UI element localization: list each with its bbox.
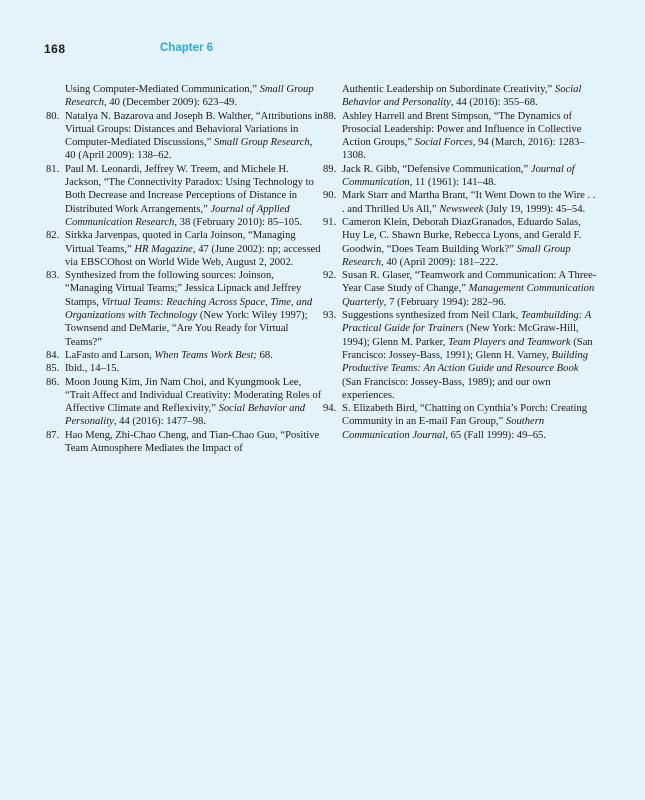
endnote-number: 89. [323,163,337,175]
endnote-number: 94. [323,403,337,415]
endnote-number: 93. [323,310,337,322]
endnote [46,362,323,375]
endnote-number: 91. [323,216,337,228]
endnote-number: 82. [46,230,60,242]
endnote-number: 84. [46,349,60,361]
endnote [323,269,600,309]
endnote-continuation [323,83,600,110]
endnote [323,309,600,402]
endnote-number: 81. [46,163,60,175]
endnote-number: 86. [46,376,60,388]
endnote-number: 88. [323,110,337,122]
endnote-text: Moon Joung Kim, Jin Nam Choi, and Kyungmook Lee, “Trait Affect and Individual Creativity: Moderating Roles of Affective Climate and Reflexivity,” Social Behavior and Personality, 44 (2016): 1477–98. [65,376,322,428]
endnote [46,349,323,362]
endnote-text: Synthesized from the following sources: Joinson, “Managing Virtual Teams;” Jessica Lipnack and Jeffrey Stamps, Virtual Teams: Reaching Across Space, Time, and Organizations with Technology (New York: Wiley 1997); Townsend and DeMarie, “Are You Ready for Virtual Teams?” [65,270,313,348]
endnotes-column-left [46,83,323,455]
endnote [323,163,600,190]
endnote-continuation [46,83,323,110]
endnote-number: 83. [46,270,60,282]
endnote-text: Paul M. Leonardi, Jeffrey W. Treem, and Michele H. Jackson, “The Connectivity Paradox: Using Technology to Both Decrease and Increase Perceptions of Distance in Distributed Work Arrangements,” Journal of Applied Communication Research, 38 (February 2010): 85–105. [65,163,314,228]
chapter-title: Chapter 6 [160,42,214,54]
endnote [323,110,600,163]
endnote-text: Suggestions synthesized from Neil Clark, Teambuilding: A Practical Guide for Trainers (New York: McGraw-Hill, 1994); Glenn M. Parker, Team Players and Teamwork (San Francisco: Jossey-Bass, 1991); Glenn H. Varney, Building Productive Teams: An Action Guide and Resource Book (San Francisco: Jossey-Bass, 1989); and our own experiences. [342,310,593,401]
endnote [323,402,600,442]
endnote-text: Sirkka Jarvenpas, quoted in Carla Joinson, “Managing Virtual Teams,” HR Magazine, 47 (June 2002): np; accessed via EBSCOhost on World Wide Web, August 2, 2002. [65,230,321,268]
endnote-number: 90. [323,190,337,202]
endnote [46,163,323,229]
endnote-number: 92. [323,270,337,282]
endnote [46,376,323,429]
endnote-number: 80. [46,110,60,122]
endnotes-column-right [323,83,600,455]
endnote-text: Natalya N. Bazarova and Joseph B. Walther, “Attributions in Virtual Groups: Distances and Behavioral Variations in Computer-Mediated Discussions,” Small Group Research, 40 (April 2009): 138–62. [65,110,323,162]
endnote-text: Jack R. Gibb, “Defensive Communication,” Journal of Communication, 11 (1961): 141–48. [342,163,575,189]
endnote [46,229,323,269]
endnote-text: S. Elizabeth Bird, “Chatting on Cynthia’s Porch: Creating Community in an E-mail Fan Group,” Southern Communication Journal, 65 (Fall 1999): 49–65. [342,403,588,441]
endnote-text: Mark Starr and Martha Brant, “It Went Down to the Wire . . . and Thrilled Us All,” Newsweek (July 19, 1999): 45–54. [342,190,596,215]
endnote-text: Ibid., 14–15. [65,363,120,375]
endnote-text: Cameron Klein, Deborah DiazGranados, Eduardo Salas, Huy Le, C. Shawn Burke, Rebecca Lyons, and Gerald F. Goodwin, “Does Team Building Work?” Small Group Research, 40 (April 2009): 181–222. [342,216,582,268]
endnote-text: Hao Meng, Zhi-Chao Cheng, and Tian-Chao Guo, “Positive Team Atmosphere Mediates the Impact of [65,429,320,455]
endnote-number: 87. [46,429,60,441]
endnotes-section [46,83,600,455]
endnote-number [46,83,65,110]
endnote-text: LaFasto and Larson, When Teams Work Best; 68. [65,349,273,361]
endnote-text: Authentic Leadership on Subordinate Creativity,” Social Behavior and Personality, 44 (2016): 355–68. [342,84,582,109]
endnote [46,110,323,163]
endnote-text: Using Computer-Mediated Communication,” Small Group Research, 40 (December 2009): 623–49. [65,84,314,109]
endnote-number: 85. [46,363,60,375]
page-number: 168 [44,42,66,56]
endnote-number [323,83,342,110]
endnote [323,189,600,216]
endnote-text: Ashley Harrell and Brent Simpson, “The Dynamics of Prosocial Leadership: Power and Influence in Collective Action Groups,” Social Forces, 94 (March, 2016): 1283–1308. [342,110,585,162]
endnote [46,269,323,349]
endnote [323,216,600,269]
endnote-text: Susan R. Glaser, “Teamwork and Communication: A Three-Year Case Study of Change,” Management Communication Quarterly, 7 (February 1994): 282–96. [342,270,597,308]
endnote [46,429,323,456]
